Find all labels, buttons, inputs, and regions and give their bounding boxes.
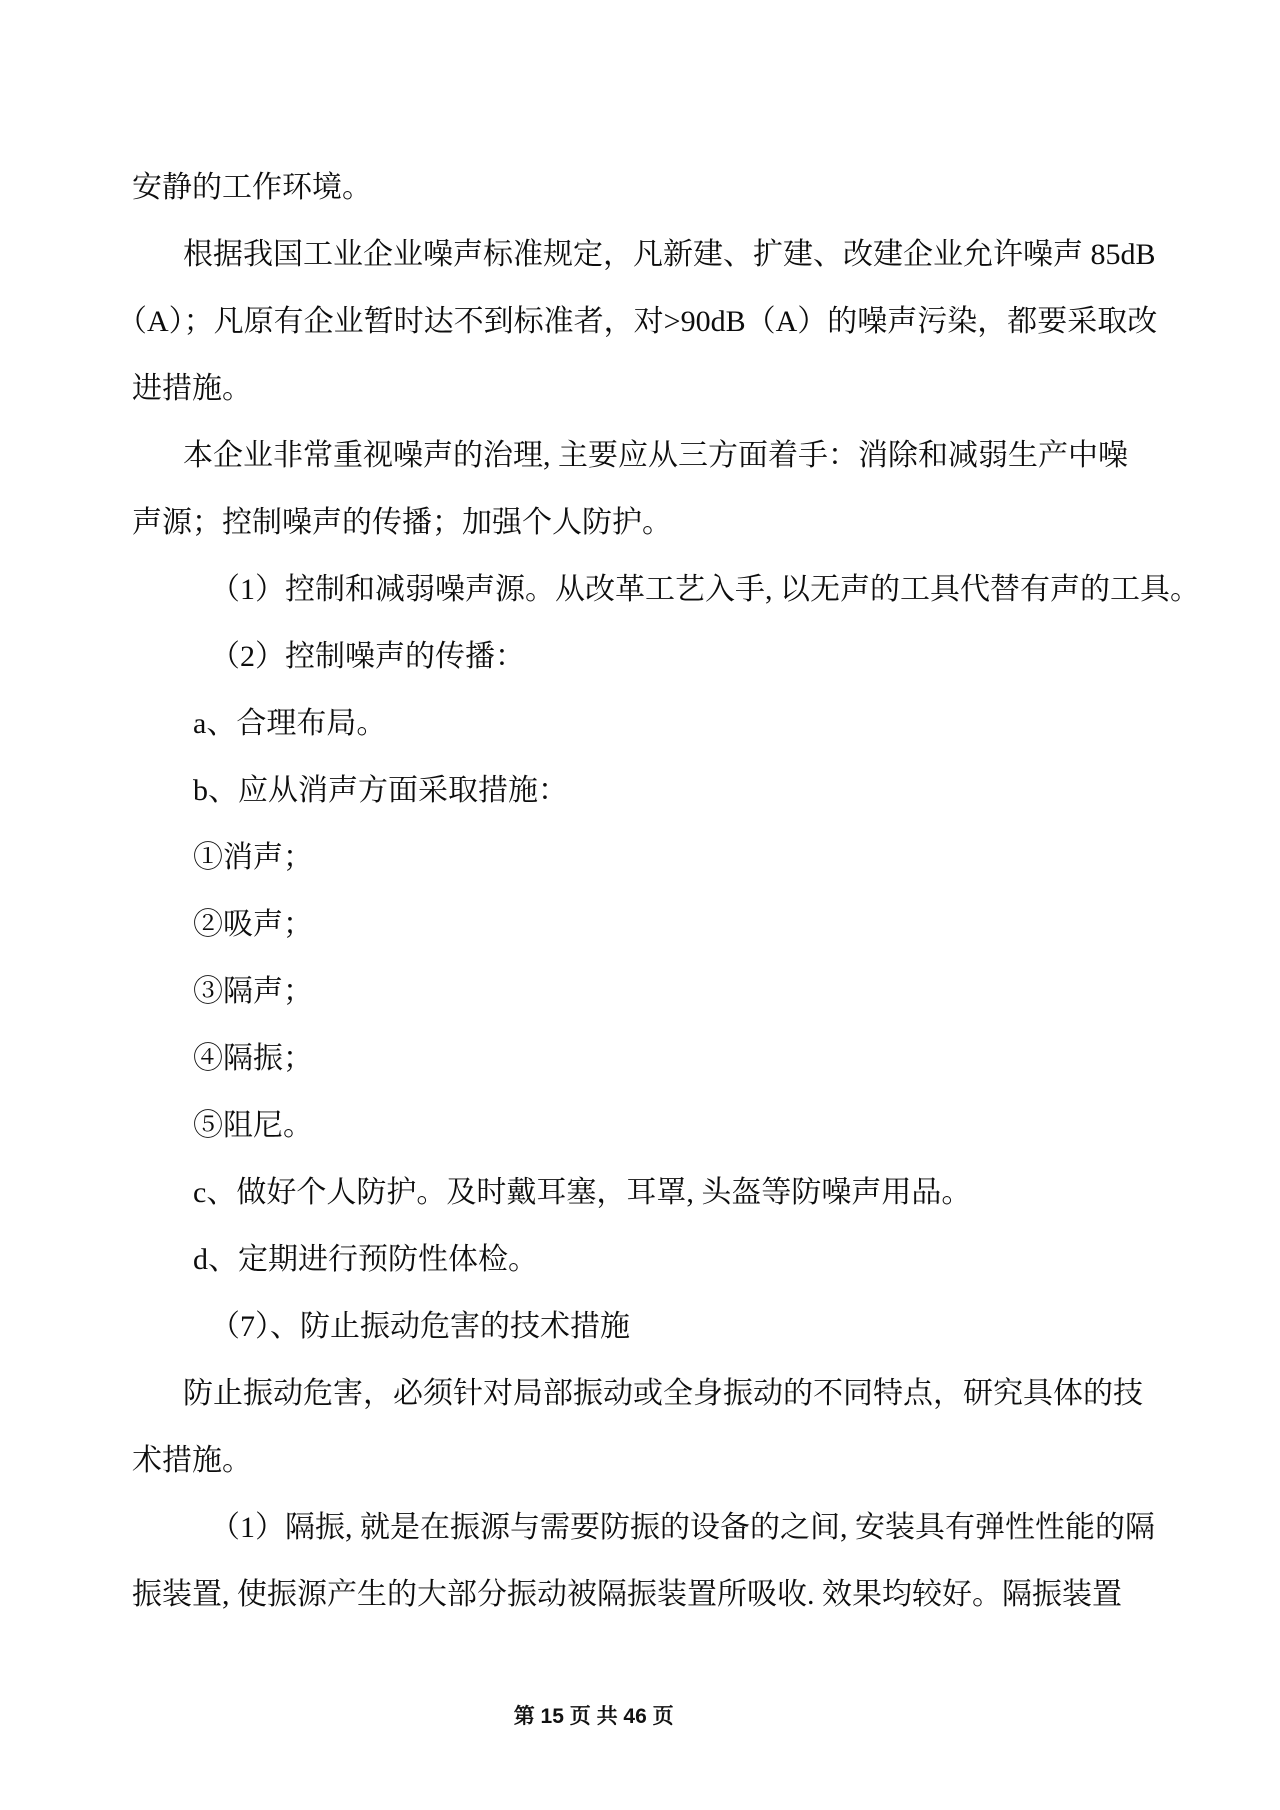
text-line-content: 振装置, 使振源产生的大部分振动被隔振装置所吸收. 效果均较好。隔振装置 — [132, 1577, 1122, 1611]
text-line-content: 安静的工作环境。 — [132, 170, 372, 204]
text-line — [132, 887, 1177, 954]
text-line-content: 术措施。 — [132, 1443, 252, 1477]
text-line — [132, 1289, 1177, 1356]
page-footer — [0, 1676, 1222, 1754]
text-line — [132, 686, 1177, 753]
text-line-content: ①消声； — [193, 840, 313, 874]
text-line-content: d、定期进行预防性体检。 — [193, 1242, 538, 1276]
text-line — [132, 351, 1177, 418]
text-line-content: 根据我国工业企业噪声标准规定，凡新建、扩建、改建企业允许噪声 85dB — [183, 237, 1156, 271]
text-line — [132, 1155, 1177, 1222]
text-line — [117, 284, 1177, 351]
text-line-content: 进措施。 — [132, 371, 252, 405]
text-line-content: （A）；凡原有企业暂时达不到标准者，对>90dB（A）的噪声污染，都要采取改 — [117, 304, 1158, 338]
text-line — [132, 217, 1177, 284]
text-line-content: （2）控制噪声的传播： — [210, 639, 525, 673]
text-line — [132, 1557, 1177, 1624]
document-body — [117, 150, 1200, 1624]
text-line-content: ④隔振； — [193, 1041, 313, 1075]
text-line — [132, 1490, 1177, 1557]
text-line-content: （1）隔振, 就是在振源与需要防振的设备的之间, 安装具有弹性性能的隔 — [210, 1510, 1155, 1544]
text-line — [132, 1356, 1177, 1423]
text-line — [132, 552, 1200, 619]
text-line — [132, 1423, 1177, 1490]
text-line — [132, 485, 1177, 552]
text-line-content: b、应从消声方面采取措施： — [193, 773, 568, 807]
text-line-content: （7）、防止振动危害的技术措施 — [210, 1309, 630, 1343]
text-line-content: a、合理布局。 — [193, 706, 387, 740]
text-line — [132, 619, 1177, 686]
text-line — [132, 418, 1177, 485]
text-line-content: 声源；控制噪声的传播；加强个人防护。 — [132, 505, 672, 539]
text-line — [132, 150, 1177, 217]
text-line — [132, 954, 1177, 1021]
text-line — [132, 820, 1177, 887]
text-line-content: 本企业非常重视噪声的治理, 主要应从三方面着手：消除和减弱生产中噪 — [183, 438, 1128, 472]
text-line — [132, 1222, 1177, 1289]
text-line-content: 防止振动危害，必须针对局部振动或全身振动的不同特点，研究具体的技 — [183, 1376, 1143, 1410]
text-line — [132, 753, 1177, 820]
text-line — [132, 1021, 1177, 1088]
page-number-text: 第 15 页 共 46 页 — [513, 1705, 674, 1728]
text-line-content: ②吸声； — [193, 907, 313, 941]
text-line-content: ⑤阻尼。 — [193, 1108, 313, 1142]
text-line-content: ③隔声； — [193, 974, 313, 1008]
text-line — [132, 1088, 1177, 1155]
text-line-content: （1）控制和减弱噪声源。从改革工艺入手, 以无声的工具代替有声的工具。 — [210, 572, 1200, 606]
text-line-content: c、做好个人防护。及时戴耳塞，耳罩, 头盔等防噪声用品。 — [193, 1175, 972, 1209]
